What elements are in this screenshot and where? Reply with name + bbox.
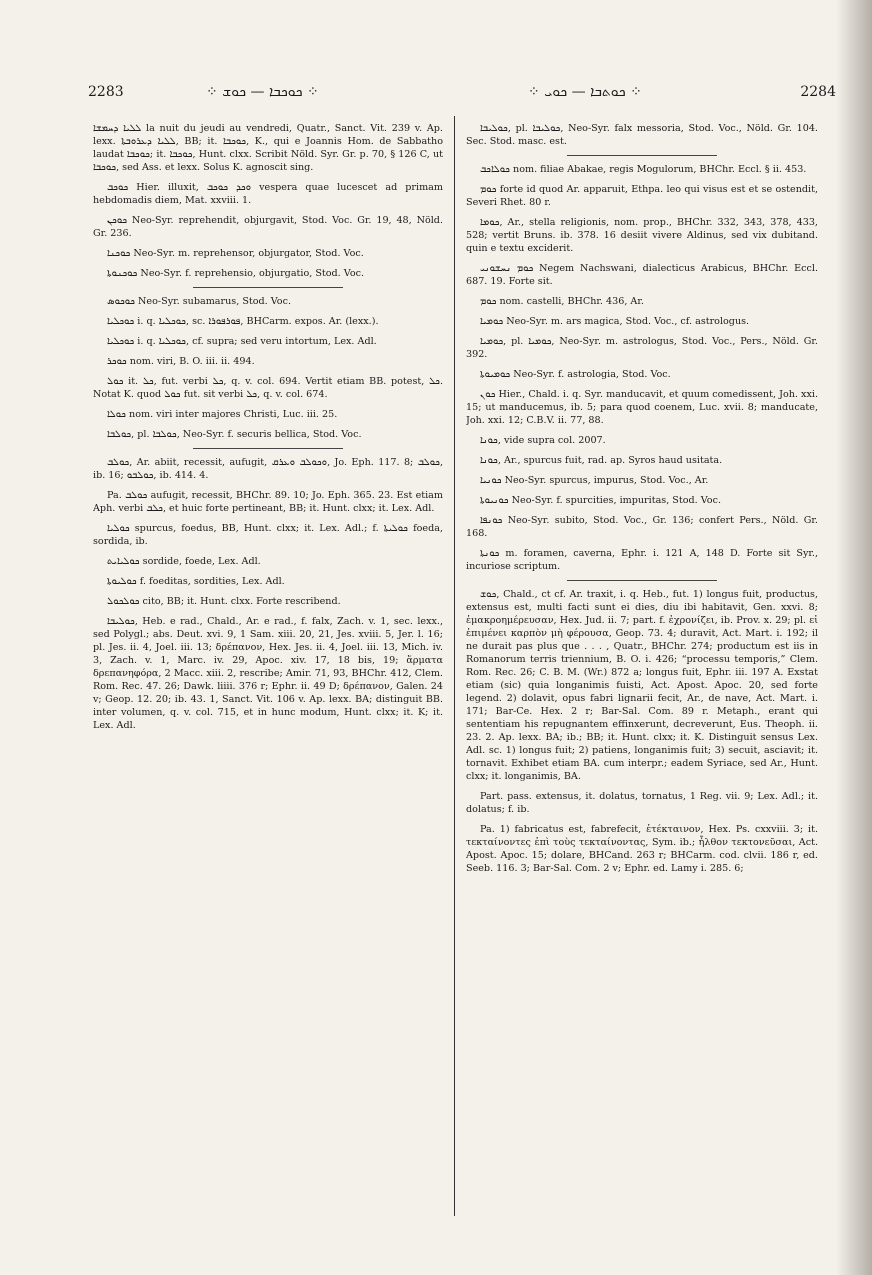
entry: ܟܘܢܬܐ m. foramen, caverna, Ephr. i. 121 A, 148 D. Forte sit Syr., incuriose scriptum. [466,548,818,572]
running-title-left: ⁘ ܟܘܟܒܐ — ܟܘܫ ⁘ [206,84,319,100]
section-separator [567,155,717,156]
entry: ܟܘܠܝܒܐ, Heb. e rad., Chald., Ar. e rad., f. falx, Zach. v. 1, sec. lexx., sed Polygl.; abs. Deut. xvi. 9, 1 Sam. xiii. 20, 21, Jes. xviii. 5, Jer. l. 16; pl. Jes. ii. 4, Joel. iii. 13; δρέπανον, Hex. Jes. ii. 4, Joel. iii. 13, Mich. iv. 3, Zach. v. 1, Marc. iv. 29, Apoc. xiv. 17, 18 bis, 19; ἅρματα δρεπανηφόρα, 2 Macc. xiii. 2, rescribe; Amir. 71, 93, BHChr. 412, Clem. Rom. Rec. 47. 26; Dawk. liiii. 376 r; Ephr. ii. 49 D; δρέπανον, Galen. 24 v; Geop. 12. 20; ib. 43. 1, Sanct. Vit. 106 v. Ap. lexx. BA; distinguit BB. inter volumen, q. v. col. 715, et in hunc modum, Hunt. clxx; it. K; it. Lex. Adl. [93,616,443,731]
entry: ܟܘܟܢܐ Neo-Syr. m. reprehensor, objurgator, Stod. Voc. [107,248,364,259]
entry: ܟܘܟܘܣ Neo-Syr. subamarus, Stod. Voc. [107,296,292,307]
section-separator [567,580,717,581]
page-header [88,84,836,108]
entry: Part. pass. extensus, it. dolatus, tornatus, 1 Reg. vii. 9; Lex. Adl.; it. dolatus; f. ib. [466,791,818,815]
right-column [466,122,818,1222]
entry: ܟܘܫ, Chald., ct cf. Ar. traxit, i. q. Heb., fut. 1) longus fuit, productus, extensus est, multi facti sunt ei dies, diu ibi habitavit, Gen. xxvi. 8; ἐμακροημέρευσαν, Hex. Jud. ii. 7; part. f. ἐχρονίζει, ib. Prov. x. 29; pl. εἰ ἐπιμένει καρπὸν μὴ φέρουσα, Geop. 73. 4; duravit, Act. Mart. i. 192; il ne durait pas plus que . . . , Quatr., BHChr. 274; productum est iis in Romanorum terris triennium, B. O. i. 426; “processu temporis,” Clem. Rom. Rec. 26; C. B. M. (Wr.) 872 a; longus fuit, Ephr. iii. 197 A. Exstat etiam (sic) quia longanimis fuisti, Act. Apost. Apoc. 20, sed forte legend. 2) dolavit, opus fabri lignarii fecit, Ar., de nave, Act. Mart. i. 171; Bar-Ce. Hex. 2 r; Bar-Sal. Com. 89 r. Metaph., erant qui sententiam his repugnantem effinxerunt, decreverunt, Eus. Theoph. ii. 23. 2. Ap. lexx. BA; ib.; BB; it. Hunt. clxx; it. K. Distinguit sensus Lex. Adl. sc. 1) longus fuit; 2) patiens, longanimis fuit; 3) secuit, asciavit; it. tornavit. Exhibet etiam BA. cum interpr.; eadem Syriace, sed Ar., Hunt. clxx; it. longanimis, BA. [466,589,818,782]
page-number-right: 2284 [800,84,836,100]
entry: ܟܘܠܒ, Ar. abiit, recessit, aufugit, ܘܟܘܠܒ ܘܥܪܩ, Jo. Eph. 117. 8; ܟܘܠܒ, ib. 16; ܟܘܠܒܘ, ib. 414. 4. [93,457,443,481]
entry: ܟܘܢܐ, vide supra col. 2007. [480,435,606,446]
entry: ܟܘܢܦܐ Neo-Syr. subito, Stod. Voc., Gr. 136; confert Pers., Nöld. Gr. 168. [466,515,818,539]
page-binding-shadow [836,0,872,1275]
entry: ܟܘܡ ܢܚܫܘܢܝ Negem Nachswani, dialecticus Arabicus, BHChr. Eccl. 687. 19. Forte sit. [466,263,818,287]
entry: ܟܘܟܢܘܬܐ Neo-Syr. f. reprehensio, objurgatio, Stod. Voc. [107,268,365,279]
entry: ܟܘܡܝܐ, pl. ܟܘܡܝܐ, Neo-Syr. m. astrologus, Stod. Voc., Pers., Nöld. Gr. 392. [466,336,818,360]
entry: ܠܠܝܐ ܕܚܡܫܐ la nuit du jeudi au vendredi, Quatr., Sanct. Vit. 239 v. Ap. lexx. ܠܠܝܐ ܕܥܪܘܒܬܐ, BB; it. ܟܘܟܒܐ, K., qui e Joannis Hom. de Sabbatho laudat ܟܘܟܒܐ; it. ܟܘܟܒܐ, Hunt. clxx. Scribit Nöld. Syr. Gr. p. 70, § 126 C, ut ܟܘܟܒܐ, sed Ass. et lexx. Solus K. agnoscit sing. [93,123,443,173]
left-column [93,122,443,1222]
column-divider [454,116,455,1216]
entry: ܟܘܟܒ Hier. illuxit, ܘܟܕ ܟܘܟܒ vespera quae lucescet ad primam hebdomadis diem, Mat. xxviii. 1. [93,182,443,206]
entry: ܟܘܠܐܟܒ nom. filiae Abakae, regis Mogulorum, BHChr. Eccl. § ii. 453. [480,164,807,175]
entry: ܟܘܠܝܐܝܬ sordide, foede, Lex. Adl. [107,556,261,567]
entry: ܟܘܠ it. ܟܠ, fut. verbi ܟܠ, q. v. col. 694. Vertit etiam BB. potest, ܟܠ. Notat K. quod ܟܘܠ fut. sit verbi ܟܠ, q. v. col. 674. [93,376,443,400]
entry: ܟܘܠܝܒܐ, pl. ܟܘܠܝܒܐ, Neo-Syr. falx messoria, Stod. Voc., Nöld. Gr. 104. Sec. Stod. masc. est. [466,123,818,147]
entry: ܟܘܡ forte id quod Ar. apparuit, Ethpa. leo qui visus est et se ostendit, Severi Rhet. 80 r. [466,184,818,208]
entry: ܟܘܢ Hier., Chald. i. q. Syr. manducavit, et quum comedissent, Joh. xxi. 15; ut manducemus, ib. 5; para quod coenem, Luc. xvii. 8; manducate, Joh. xxi. 12; C.B.V. ii. 77, 88. [466,389,818,426]
entry: Pa. ܟܘܠܒ aufugit, recessit, BHChr. 89. 10; Jo. Eph. 365. 23. Est etiam Aph. verbi ܟܠܒ, et huic forte pertineant, BB; it. Hunt. clxx; it. Lex. Adl. [93,490,443,514]
entry: ܟܘܡܐ, Ar., stella religionis, nom. prop., BHChr. 332, 343, 378, 433, 528; vertit Bruns. ib. 378. 16 desiit vivere Aldinus, sed vix dubitand. quin e textu exciderit. [466,217,818,254]
entry: ܟܘܡܝܘܬܐ Neo-Syr. f. astrologia, Stod. Voc. [480,369,671,380]
entry: ܟܘܠܝܐ spurcus, foedus, BB, Hunt. clxx; it. Lex. Adl.; f. ܟܘܠܝܬܐ foeda, sordida, ib. [93,523,443,547]
section-separator [193,287,343,288]
entry: ܟܘܡ nom. castelli, BHChr. 436, Ar. [480,296,644,307]
section-separator [193,448,343,449]
entry: ܟܘܠܐ nom. viri inter majores Christi, Luc. iii. 25. [107,409,338,420]
entry: ܟܘܡܝܐ Neo-Syr. m. ars magica, Stod. Voc., cf. astrologus. [480,316,750,327]
entry: Pa. 1) fabricatus est, fabrefecit, ἐτέκταινον, Hex. Ps. cxxviii. 3; it. τεκταίνοντες ἐπὶ τοὺς τεκταίνοντας, Sym. ib.; ἦλθον τεκτονεῦσαι, Act. Apost. Apoc. 15; dolare, BHCand. 263 r; BHCarm. cod. clvii. 186 r, ed. Seeb. 116. 3; Bar-Sal. Com. 2 v; Ephr. ed. Lamy i. 285. 6; [466,824,818,874]
entry: ܟܘܠܝܘܬܐ f. foeditas, sordities, Lex. Adl. [107,576,285,587]
page-number-left: 2283 [88,84,124,100]
entry: ܟܘܠܟܘܠ cito, BB; it. Hunt. clxx. Forte rescribend. [107,596,341,607]
entry: ܟܘܟܢ Neo-Syr. reprehendit, objurgavit, Stod. Voc. Gr. 19, 48, Nöld. Gr. 236. [93,215,443,239]
entry: ܟܘܠܒܐ, pl. ܟܘܠܒܐ, Neo-Syr. f. securis bellica, Stod. Voc. [107,429,362,440]
entry: ܟܘܢܝܘܬܐ Neo-Syr. f. spurcities, impuritas, Stod. Voc. [480,495,722,506]
entry: ܟܘܢܝܐ Neo-Syr. spurcus, impurus, Stod. Voc., Ar. [480,475,709,486]
entry: ܟܘܢܐ, Ar., spurcus fuit, rad. ap. Syros haud usitata. [480,455,723,466]
running-title-right: ⁘ ܟܘܬܒܐ — ܟܘܝ ⁘ [528,84,642,100]
entry: ܟܘܟܠܝܐ i. q. ܟܘܟܠܝܐ, sc. ܦܘܪܦܘܪܐ, BHCarm. expos. Ar. (lexx.). [107,316,379,327]
entry: ܟܘܟܠܝܐ i. q. ܟܘܟܠܝܐ, cf. supra; sed veru intortum, Lex. Adl. [107,336,377,347]
entry: ܟܘܟܪ nom. viri, B. O. iii. ii. 494. [107,356,255,367]
